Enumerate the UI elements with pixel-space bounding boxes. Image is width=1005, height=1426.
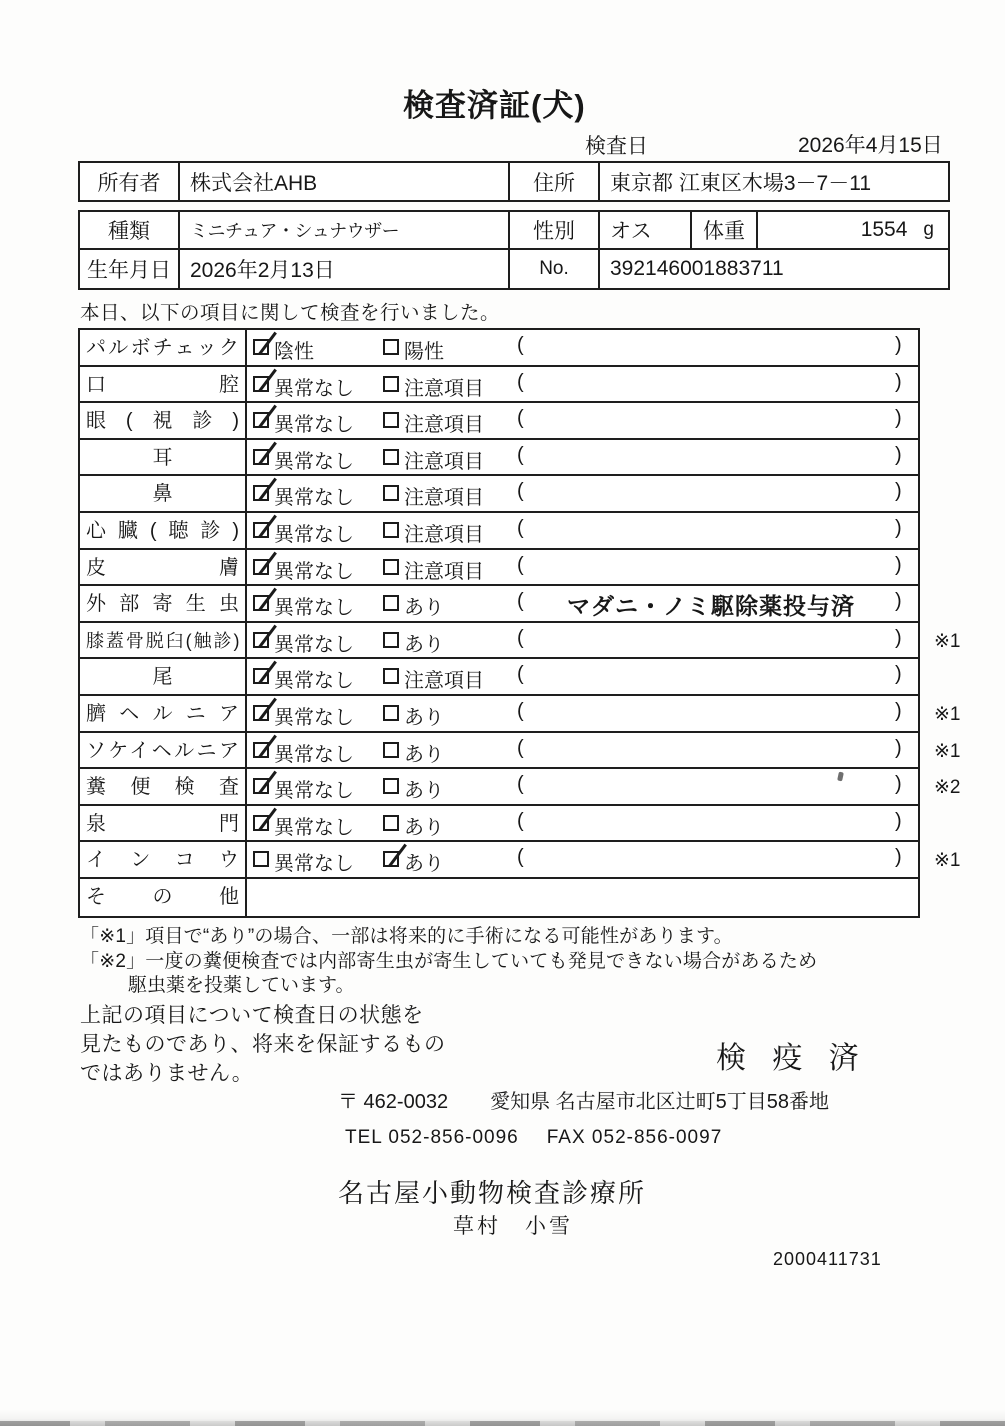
owner-row (80, 163, 948, 200)
exam-row-content (247, 476, 918, 511)
birthdate-label: 生年月日 (80, 250, 180, 288)
reference-mark: ※1 (934, 740, 961, 762)
option-1-label: 異常なし (274, 816, 354, 839)
checkbox-option-1 (253, 559, 269, 575)
option-2-label: 注意項目 (404, 560, 484, 583)
exam-item-label: 外部寄生虫 (80, 586, 247, 621)
option-1-label: 異常なし (274, 450, 354, 473)
paren-open: ( (517, 407, 524, 430)
checkbox-option-1 (253, 485, 269, 501)
exam-row-content (247, 367, 918, 402)
birth-row (80, 250, 948, 288)
option-2-label: あり (404, 706, 444, 729)
option-2-label: 注意項目 (404, 414, 484, 437)
exam-row-content (247, 806, 918, 841)
exam-item-label: 眼(視診) (80, 403, 247, 438)
checkbox-option-1 (253, 815, 269, 831)
option-2-label: あり (404, 633, 444, 656)
disclaimer-line-3: ではありません。 (80, 1062, 254, 1085)
checkbox-option-1 (253, 522, 269, 538)
scan-edge-line (0, 1421, 1005, 1426)
exam-row-content (247, 586, 918, 621)
checkbox-option-2 (383, 705, 399, 721)
exam-table-row (80, 440, 918, 477)
checkbox-option-1 (253, 668, 269, 684)
owner-value: 株式会社AHB (180, 163, 510, 200)
sex-label: 性別 (510, 212, 600, 248)
checkbox-option-2 (383, 412, 399, 428)
postal-code: 〒 462-0032 (338, 1091, 449, 1113)
checkbox-option-1 (253, 778, 269, 794)
exam-row-content (247, 842, 918, 877)
exam-table-row (80, 513, 918, 550)
exam-table-row (80, 586, 918, 623)
exam-item-label: 膝蓋骨脱臼(触診) (80, 623, 247, 658)
exam-table-row (80, 733, 961, 770)
checkbox-option-1 (253, 742, 269, 758)
paren-open: ( (517, 809, 524, 832)
option-2-label: 注意項目 (404, 450, 484, 473)
species-label: 種類 (80, 212, 180, 248)
exam-item-label: 泉門 (80, 806, 247, 841)
checkbox-option-1 (253, 449, 269, 465)
checkbox-option-1 (253, 851, 269, 867)
exam-item-label: 糞便検査 (80, 769, 247, 804)
option-2-label: 注意項目 (404, 670, 484, 693)
option-1-label: 異常なし (274, 853, 354, 876)
option-2-label: 注意項目 (404, 523, 484, 546)
option-2-label: 注意項目 (404, 377, 484, 400)
exam-row-content (247, 769, 918, 804)
paren-open: ( (517, 516, 524, 539)
option-1-label: 異常なし (274, 706, 354, 729)
exam-table-row (80, 842, 961, 879)
paren-open: ( (517, 626, 524, 649)
exam-date-value: 2026年4月15日 (798, 134, 943, 157)
owner-label: 所有者 (80, 163, 180, 200)
owner-table (78, 161, 950, 202)
exam-item-label: その他 (80, 879, 247, 916)
exam-item-label: インコウ (80, 842, 247, 877)
reference-mark: ※2 (934, 777, 961, 799)
checkbox-option-2 (383, 668, 399, 684)
exam-row-content (247, 330, 918, 365)
exam-row-content (247, 659, 918, 694)
exam-table-row (80, 476, 918, 513)
option-1-label: 異常なし (274, 597, 354, 620)
option-2-label: あり (404, 743, 444, 766)
option-2-label: あり (404, 816, 444, 839)
intro-statement: 本日、以下の項目に関して検査を行いました。 (80, 302, 501, 324)
exam-row-content (247, 733, 918, 768)
paren-close: ) (895, 334, 902, 356)
exam-row-content (247, 696, 918, 731)
number-value: 392146001883711 (610, 257, 784, 280)
paren-close: ) (895, 443, 902, 466)
exam-table-row (80, 403, 918, 440)
option-2-label: あり (404, 780, 444, 803)
veterinarian-name: 草村 小雪 (453, 1215, 573, 1238)
option-1-label: 異常なし (274, 377, 354, 400)
exam-table-row (80, 806, 918, 843)
checkbox-option-2 (383, 485, 399, 501)
weight-value: 1554 (860, 218, 908, 241)
checkbox-option-1 (253, 595, 269, 611)
weight-unit: g (923, 219, 934, 240)
checkbox-option-1 (253, 339, 269, 355)
exam-table-row (80, 696, 961, 733)
checkbox-option-2 (383, 449, 399, 465)
paren-close: ) (895, 663, 902, 686)
paren-close: ) (895, 846, 902, 869)
checkbox-option-1 (253, 412, 269, 428)
clinic-address: 愛知県 名古屋市北区辻町5丁目58番地 (490, 1091, 830, 1113)
option-2-label: 陽性 (404, 341, 444, 363)
clinic-address-line (338, 1085, 829, 1114)
paren-open: ( (517, 590, 524, 613)
exam-item-label: 心臓(聴診) (80, 513, 247, 548)
quarantine-stamp: 検 疫 済 (716, 1042, 868, 1075)
option-1-label: 異常なし (274, 560, 354, 583)
paren-open: ( (517, 443, 524, 466)
exam-table-row (80, 367, 918, 404)
reference-mark: ※1 (934, 850, 961, 872)
checkbox-option-2 (383, 559, 399, 575)
disclaimer-line-2: 見たものであり、将来を保証するもの (80, 1033, 446, 1056)
paren-open: ( (517, 370, 524, 393)
option-2-label: 注意項目 (404, 487, 484, 510)
paren-close: ) (895, 699, 902, 722)
disclaimer-text (80, 1001, 446, 1088)
paren-close: ) (895, 480, 902, 503)
checkbox-option-2 (383, 339, 399, 355)
checkbox-option-2 (383, 778, 399, 794)
checkbox-option-2 (383, 742, 399, 758)
exam-row-content (247, 513, 918, 548)
exam-item-label: 臍ヘルニア (80, 696, 247, 731)
serial-number: 2000411731 (773, 1249, 882, 1269)
footnote-1: 「※1」項目で“あり”の場合、一部は将来的に手術になる可能性があります。 (80, 926, 733, 947)
paren-close: ) (895, 809, 902, 832)
paren-close: ) (895, 553, 902, 576)
exam-table-row (80, 330, 918, 367)
exam-row-content (247, 440, 918, 475)
paren-open: ( (517, 334, 524, 356)
exam-date-label: 検査日 (585, 135, 648, 158)
exam-row-content (247, 623, 918, 658)
option-1-label: 異常なし (274, 487, 354, 510)
address-value: 東京都 江東区木場3－7－11 (610, 171, 871, 195)
exam-item-label: 鼻 (80, 476, 247, 511)
number-label: No. (510, 250, 600, 288)
paren-close: ) (895, 773, 902, 796)
checkbox-option-2 (383, 815, 399, 831)
checkbox-option-2 (383, 376, 399, 392)
paren-close: ) (895, 626, 902, 649)
species-row (80, 212, 948, 250)
paren-close: ) (895, 516, 902, 539)
weight-cell (758, 212, 948, 248)
species-value: ミニチュア・シュナウザー (180, 212, 510, 248)
disclaimer-line-1: 上記の項目について検査日の状態を (80, 1004, 424, 1027)
exam-table-row (80, 879, 918, 916)
exam-table-body (78, 328, 961, 918)
paren-close: ) (895, 370, 902, 393)
exam-item-label: 皮膚 (80, 550, 247, 585)
checkbox-option-2 (383, 522, 399, 538)
exam-table-row (80, 550, 918, 587)
paren-open: ( (517, 663, 524, 686)
option-2-label: あり (404, 853, 444, 876)
clinic-name: 名古屋小動物検査診療所 (338, 1178, 647, 1208)
paren-close: ) (895, 736, 902, 759)
exam-item-label: 尾 (80, 659, 247, 694)
option-1-label: 異常なし (274, 743, 354, 766)
paren-open: ( (517, 773, 524, 796)
checkbox-option-1 (253, 632, 269, 648)
exam-row-content (247, 403, 918, 438)
paren-note-text: マダニ・ノミ駆除薬投与済 (567, 593, 855, 620)
paren-open: ( (517, 736, 524, 759)
birthdate-value: 2026年2月13日 (180, 250, 510, 288)
checkbox-option-2 (383, 851, 399, 867)
exam-table-row (80, 623, 961, 660)
paren-open: ( (517, 846, 524, 869)
reference-mark: ※1 (934, 630, 961, 652)
checkbox-option-1 (253, 705, 269, 721)
weight-label: 体重 (692, 212, 758, 248)
option-1-label: 異常なし (274, 633, 354, 656)
option-1-label: 異常なし (274, 670, 354, 693)
clinic-phone-line (345, 1127, 722, 1149)
clinic-tel: TEL 052-856-0096 (345, 1127, 519, 1148)
option-1-label: 異常なし (274, 523, 354, 546)
exam-row-content (247, 879, 918, 916)
sex-value: オス (600, 212, 692, 248)
paren-open: ( (517, 480, 524, 503)
animal-detail-table (78, 210, 950, 290)
exam-row-content (247, 550, 918, 585)
clinic-fax: FAX 052-856-0097 (546, 1127, 723, 1148)
reference-mark: ※1 (934, 703, 961, 725)
exam-item-label: パルボチェック (80, 330, 247, 365)
page-title: 検査済証(犬) (403, 88, 586, 123)
footnote-2-continued: 駆虫薬を投薬しています。 (128, 975, 355, 996)
option-1-label: 陰性 (274, 341, 314, 363)
exam-item-label: ソケイヘルニア (80, 733, 247, 768)
exam-table-row (80, 659, 918, 696)
checkbox-option-1 (253, 376, 269, 392)
paren-open: ( (517, 553, 524, 576)
exam-item-label: 耳 (80, 440, 247, 475)
checkbox-option-2 (383, 595, 399, 611)
exam-item-label: 口腔 (80, 367, 247, 402)
option-1-label: 異常なし (274, 414, 354, 437)
paren-close: ) (895, 590, 902, 613)
paren-open: ( (517, 699, 524, 722)
option-1-label: 異常なし (274, 780, 354, 803)
checkbox-option-2 (383, 632, 399, 648)
exam-table-row (80, 769, 961, 806)
address-label: 住所 (510, 163, 600, 200)
option-2-label: あり (404, 597, 444, 620)
paren-close: ) (895, 407, 902, 430)
footnote-2: 「※2」一度の糞便検査では内部寄生虫が寄生していても発見できない場合があるため (80, 951, 818, 972)
